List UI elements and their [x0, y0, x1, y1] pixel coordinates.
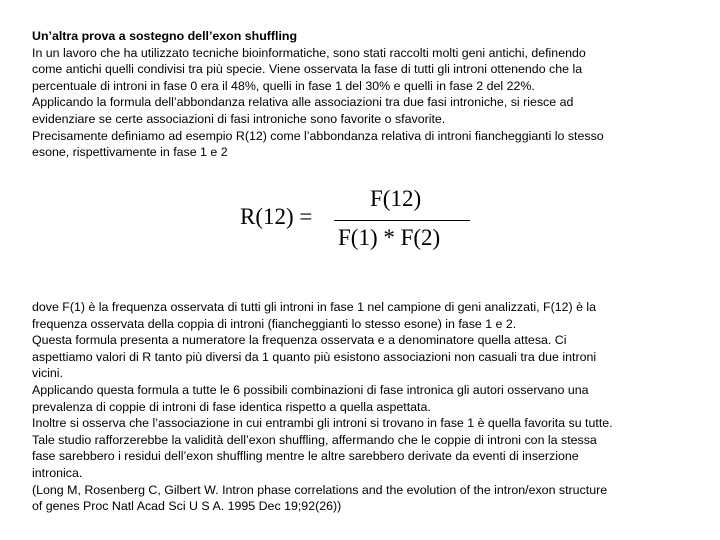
page-title: Un’altra prova a sostegno dell’exon shuffling: [32, 29, 298, 43]
body-line: vicini.: [32, 366, 63, 381]
formula-lhs: R(12) =: [240, 204, 313, 229]
body-line: prevalenza di coppie di introni di fase identica rispetto a quella aspettata.: [32, 399, 431, 414]
body-line: Applicando questa formula a tutte le 6 possibili combinazioni di fase intronica gli autori osservano una: [32, 382, 589, 397]
formula-denominator: F(1) * F(2): [338, 225, 441, 250]
explanation-section: [32, 299, 697, 515]
body-line: dove F(1) è la frequenza osservata di tutti gli introni in fase 1 nel campione di geni analizzati, F(12) è la: [32, 300, 597, 314]
intro-line: come antichi quelli condivisi tra più specie. Viene osservata la fase di tutti gli introni ottenendo che la: [32, 62, 583, 77]
intro-line: evidenziare se certe associazioni di fasi introniche sono favorite o sfavorite.: [32, 111, 446, 126]
intro-section: [32, 28, 697, 161]
body-line: Questa formula presenta a numeratore la frequenza osservata e a denominatore quella attesa. Ci: [32, 333, 567, 348]
fraction-bar: [334, 220, 470, 221]
formula-numerator: F(12): [370, 186, 422, 211]
relative-abundance-formula: [240, 184, 472, 260]
intro-line: Applicando la formula dell’abbondanza relativa alle associazioni tra due fasi introniche, si riesce ad: [32, 95, 574, 110]
body-line: aspettiamo valori di R tanto più diversi da 1 quanto più esistono associazioni non casuali tra due introni: [32, 349, 597, 364]
intro-line: percentuale di introni in fase 0 era il 48%, quelli in fase 1 del 30% e quelli in fase 2 del 22%.: [32, 78, 535, 93]
citation-line: (Long M, Rosenberg C, Gilbert W. Intron phase correlations and the evolution of the intron/exon structure: [32, 482, 608, 497]
intro-line: In un lavoro che ha utilizzato tecniche bioinformatiche, sono stati raccolti molti geni antichi, definendo: [32, 45, 586, 60]
body-line: Inoltre si osserva che l’associazione in cui entrambi gli introni si trovano in fase 1 è quella favorita su tutte.: [32, 416, 613, 431]
body-line: Tale studio rafforzerebbe la validità dell’exon shuffling, affermando che le coppie di introni con la stessa: [32, 432, 597, 447]
intro-line: esone, rispettivamente in fase 1 e 2: [32, 145, 228, 160]
body-line: intronica.: [32, 465, 83, 480]
body-line: fase sarebbero i residui dell’exon shuffling mentre le altre sarebbero derivate da eventi di inserzione: [32, 449, 579, 464]
intro-line: Precisamente definiamo ad esempio R(12) come l’abbondanza relativa di introni fiancheggianti lo stesso: [32, 128, 604, 143]
citation-line: of genes Proc Natl Acad Sci U S A. 1995 Dec 19;92(26)): [32, 499, 342, 514]
body-line: frequenza osservata della coppia di introni (fiancheggianti lo stesso esone) in fase 1 e 2.: [32, 316, 517, 331]
